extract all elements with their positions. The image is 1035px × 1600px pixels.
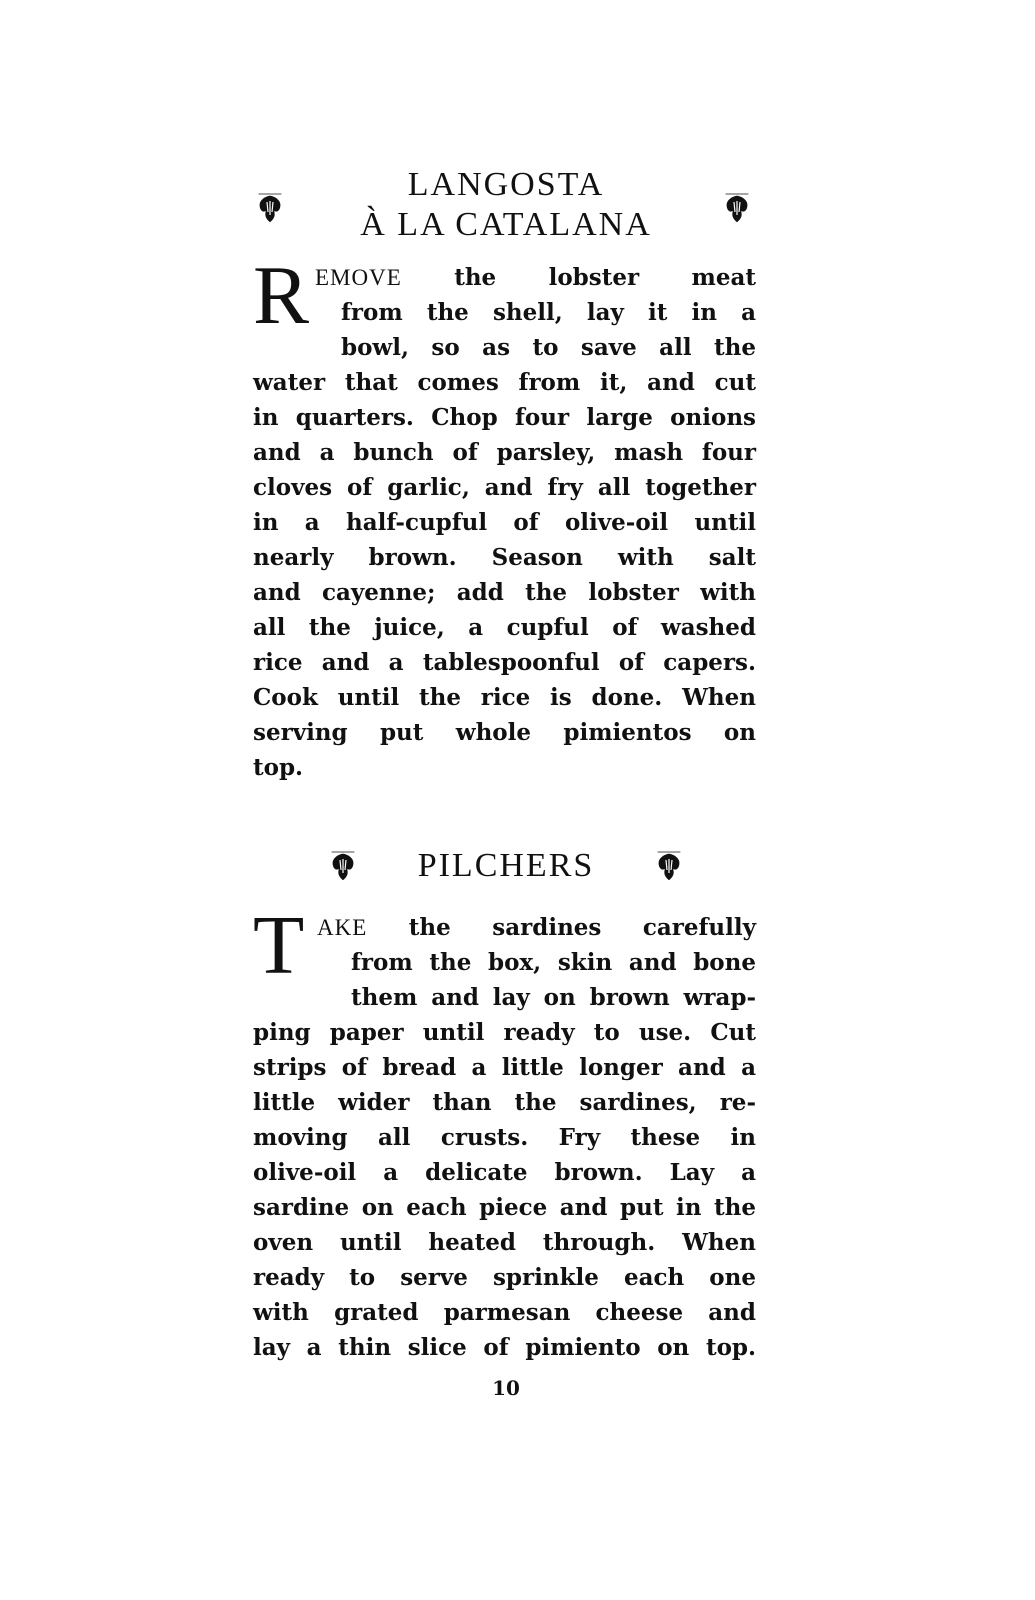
drop-cap-t: T [253,899,305,992]
text-line: them and lay on brown wrap- [351,984,756,1011]
text-line: ping paper until ready to use. Cut [253,1019,756,1046]
first-word-rest: EMOVE [315,265,402,290]
text-line: cloves of garlic, and fry all together [253,474,756,501]
text-line: strips of bread a little longer and a [253,1054,756,1081]
text-line: rice and a tablespoonful of capers. [253,649,756,676]
text-line: bowl, so as to save all the [341,334,756,361]
text-line: lay a thin slice of pimiento on top. [253,1334,756,1361]
leaf-ornament-icon [255,190,285,226]
leaf-ornament-icon [654,848,684,884]
text-line: and a bunch of parsley, mash four [253,439,756,466]
drop-cap-r: R [253,249,310,342]
text-line: all the juice, a cupful of washed [253,614,756,641]
text-line: and cayenne; add the lobster with [253,579,756,606]
text-line: from the box, skin and bone [351,949,756,976]
text-line: serving put whole pimientos on [253,719,756,746]
text-line: from the shell, lay it in a [341,299,756,326]
line-text: the lobster meat [454,264,756,291]
text-line [315,260,756,295]
text-line: Cook until the rice is done. When [253,684,756,711]
recipe-title-pilchers: PILCHERS [417,847,595,884]
text-line: water that comes from it, and cut [253,369,756,396]
text-line: ready to serve sprinkle each one [253,1264,756,1291]
text-line: in a half-cupful of olive-oil until [253,509,756,536]
text-line: oven until heated through. When [253,1229,756,1256]
recipe-title-line-2: À LA CATALANA [360,206,652,243]
page-number: 10 [492,1376,520,1400]
text-line [317,910,756,945]
first-word-rest: AKE [317,915,368,940]
text-line: in quarters. Chop four large onions [253,404,756,431]
recipe-title-line-1: LANGOSTA [407,166,605,203]
recipe-title-langosta [253,165,759,245]
text-line: top. [253,754,304,781]
text-line: olive-oil a delicate brown. Lay a [253,1159,756,1186]
text-line: nearly brown. Season with salt [253,544,756,571]
text-line: sardine on each piece and put in the [253,1194,756,1221]
text-line: with grated parmesan cheese and [253,1299,756,1326]
leaf-ornament-icon [722,190,752,226]
text-line: moving all crusts. Fry these in [253,1124,756,1151]
leaf-ornament-icon [328,848,358,884]
text-line: little wider than the sardines, re- [253,1089,756,1116]
line-text: the sardines carefully [408,914,756,941]
